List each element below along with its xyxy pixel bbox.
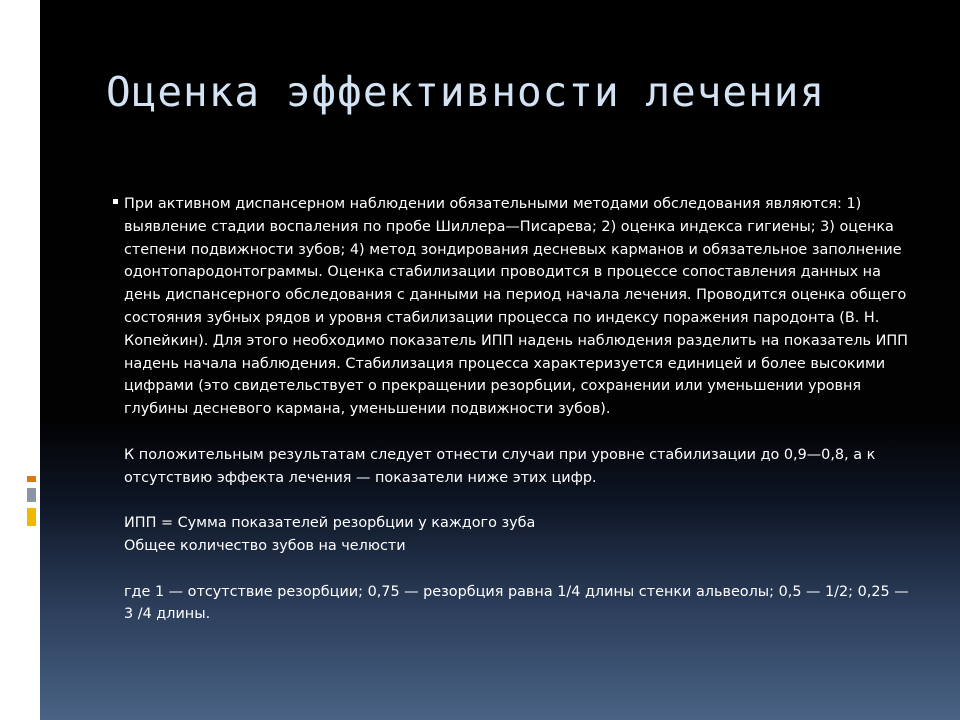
formula-denominator: Общее количество зубов на челюсти [124, 537, 406, 554]
spacer [124, 421, 914, 444]
gray-accent-bar [27, 488, 36, 502]
spacer [124, 558, 914, 581]
orange-accent-bar [27, 476, 36, 482]
slide [40, 0, 960, 720]
formula-numerator: ИПП = Сумма показателей резорбции у каждого зуба [124, 515, 536, 532]
yellow-accent-bar [27, 508, 36, 526]
square-bullet-icon [113, 199, 118, 204]
paragraph-results: К положительным результатам следует отнести случаи при уровне стабилизации до 0,9—0,8, а к отсутствию эффекта лечения — показатели ниже этих цифр. [124, 446, 876, 486]
spacer [124, 489, 914, 512]
slide-title: Оценка эффективности лечения [106, 68, 826, 116]
slide-body [124, 193, 914, 626]
paragraph-main: При активном диспансерном наблюдении обязательными методами обследования являются: 1) выявление стадии воспаления по пробе Шиллера—Писарева; 2) оценка индекса гигиены; 3) оценка степени подвижности зубов; 4) метод зондирования десневых карманов и обязательное заполнение одонтопародонтограммы. Оценка стабилизации проводится в процессе сопоставления данных на день диспансерного обследования с данными на период начала лечения. Проводится оценка общего состояния зубных рядов и уровня стабилизации процесса по индексу поражения пародонта (В. Н. Копейкин). Для этого необходимо показатель ИПП надень наблюдения разделить на показатель ИПП надень начала наблюдения. Стабилизация процесса характеризуется единицей и более высокими цифрами (это свидетельствует о прекращении резорбции, сохранении или уменьшении уровня глубины десневого кармана, уменьшении подвижности зубов). [124, 196, 909, 418]
left-margin-strip [0, 0, 40, 720]
paragraph-legend: где 1 — отсутствие резорбции; 0,75 — резорбция равна 1/4 длины стенки альвеолы; 0,5 — 1/2; 0,25 — 3 /4 длины. [124, 583, 909, 623]
